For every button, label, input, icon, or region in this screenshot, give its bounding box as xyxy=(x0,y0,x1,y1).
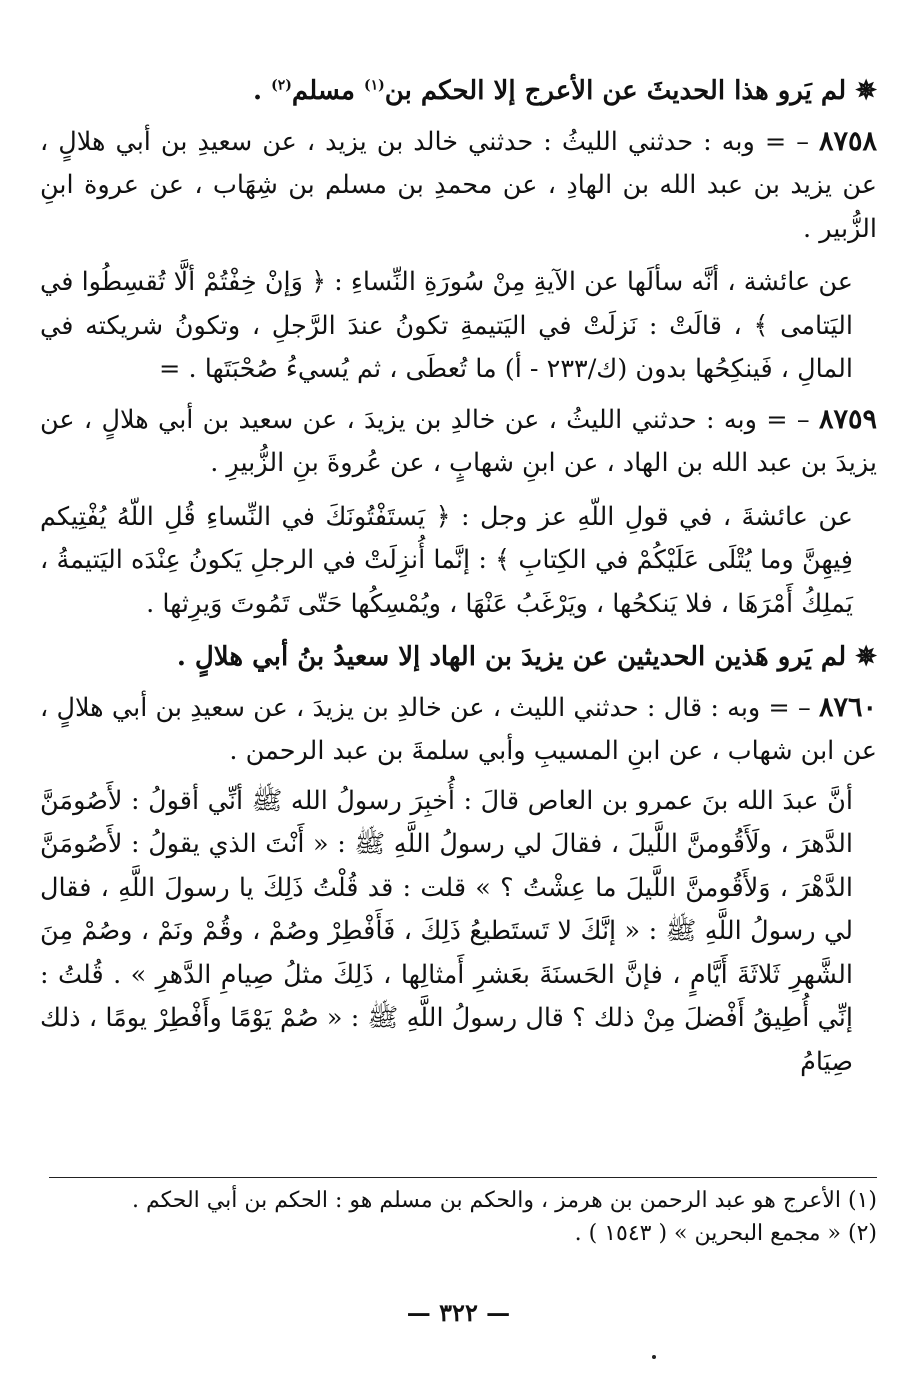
hadith-8758-isnad xyxy=(40,120,877,252)
hadith-isnad-text: – = وبه : حدثني الليثُ : حدثني خالد بن يزيد ، عن سعيدِ بن أبي هلالٍ ، عن يزيد بن عبد الله بن الهادِ ، عن محمدِ بن مسلم بن شِهَاب ، عن عروة ابنِ الزُّبير . xyxy=(40,126,877,244)
ink-dot xyxy=(652,1355,656,1359)
hadith-8760-isnad xyxy=(40,686,877,774)
hadith-isnad-text: – = وبه : حدثني الليثُ ، عن خالدِ بن يزيدَ ، عن سعيد بن أبي هلالٍ ، عن يزيدَ بن عبد الله بن الهاد ، عن ابنِ شهابٍ ، عن عُروةَ بنِ الزُّبيرِ . xyxy=(40,404,877,478)
hadith-number: ٨٧٥٩ xyxy=(819,403,878,435)
footnote-ref-2: (٢) xyxy=(271,77,292,94)
footnotes xyxy=(40,1184,877,1250)
footnote-divider xyxy=(49,1177,877,1178)
footnote-1: (١) الأعرج هو عبد الرحمن بن هرمز ، والحكم بن مسلم هو : الحكم بن أبي الحكم . xyxy=(131,1188,877,1213)
heading-1-text-c: . xyxy=(253,76,272,106)
hadith-isnad-text: – = وبه : قال : حدثني الليث ، عن خالدِ بن يزيدَ ، عن سعيدِ بن أبي هلالٍ ، عن ابن شهاب ، عن ابنِ المسيبِ وأبي سلمةَ بن عبد الرحمن . xyxy=(40,692,877,766)
heading-1-text-b: مسلم xyxy=(291,76,364,106)
hadith-8760-matn: أنَّ عبدَ الله بنَ عمرو بن العاص قالَ : أُخبِرَ رسولُ الله ﷺ أنِّي أقولُ : لأَصُومَنَّ الدَّهرَ ، ولَأَقُومنَّ اللَّيلَ ، فقالَ لي رسولُ اللَّهِ ﷺ : « أَنْتَ الذي يقولُ : لأَصُومَنَّ الدَّهْرَ ، وَلأَقُومنَّ اللَّيلَ ما عِشْتُ ؟ » قلت : قد قُلْتُ ذَلِكَ يا رسولَ اللَّهِ ، فقال لي رسولُ اللَّهِ ﷺ : « إنَّكَ لا تَستَطيعُ ذَلِكَ ، فَأَفْطِرْ وصُمْ ، وقُمْ ونَمْ ، وصُمْ مِنَ الشَّهرِ ثَلاثَةَ أَيَّامٍ ، فإنَّ الحَسنَةَ بعَشرِ أَمثالِها ، ذَلِكَ مثلُ صِيامِ الدَّهرِ » . قُلتُ : إنِّي أُطِيقُ أَفْضلَ مِنْ ذلك ؟ قال رسولُ اللَّهِ ﷺ : « صُمْ يَوْمًا وأَفْطِرْ يومًا ، ذلك صِيَامُ xyxy=(40,785,853,1077)
heading-1-text-a: ✵ لم يَرو هذا الحديثَ عن الأعرج إلا الحكم بن xyxy=(384,76,877,106)
page-body xyxy=(40,70,877,1374)
hadith-8759-isnad xyxy=(40,398,877,486)
hadith-8759-matn: عن عائشةَ ، في قولِ اللّهِ عز وجل : ﴿ يَستَفْتُونَكَ في النِّساءِ قُلِ اللّهُ يُفْتِيكم فِيهِنَّ وما يُتْلَى عَلَيْكُمْ في الكِتابِ ﴾ : إنَّما أُنزِلَتْ في الرجلِ يَكونُ عِنْدَه اليَتيمةُ ، يَملِكُ أَمْرَهَا ، فلا يَنكحُها ، ويَرْغَبُ عَنْهَا ، ويُمْسِكُها حَتّى تَمُوتَ وَيرِثها . xyxy=(40,501,853,619)
hadith-number: ٨٧٦٠ xyxy=(818,691,877,723)
heading-narration-note-2: ✵ لم يَرو هَذين الحديثين عن يزيدَ بن الهاد إلا سعيدُ بنُ أبي هلالٍ . xyxy=(176,642,877,672)
hadith-8758-matn: عن عائشة ، أنَّه سألَها عن الآيةِ مِنْ سُورَةِ النِّساءِ : ﴿ وَإنْ خِفْتُمْ ألَّا تُقسِطُوا في اليَتامى ﴾ ، قالَتْ : نَزلَتْ في اليَتيمةِ تكونُ عندَ الرَّجلِ ، وتكونُ شريكته في المالِ ، فَينكِحُها بدون (ك/٢٣٣ - أ) ما تُعطَى ، ثم يُسيءُ صُحْبَتَها . = xyxy=(40,267,853,384)
footnote-2: (٢) « مجمع البحرين » ( ١٥٤٣ ) . xyxy=(574,1221,877,1246)
footnote-ref-1: (١) xyxy=(364,77,385,94)
hadith-number: ٨٧٥٨ xyxy=(818,125,877,157)
page-number: — ٣٢٢ — xyxy=(406,1298,511,1327)
heading-narration-note-1 xyxy=(40,70,877,114)
